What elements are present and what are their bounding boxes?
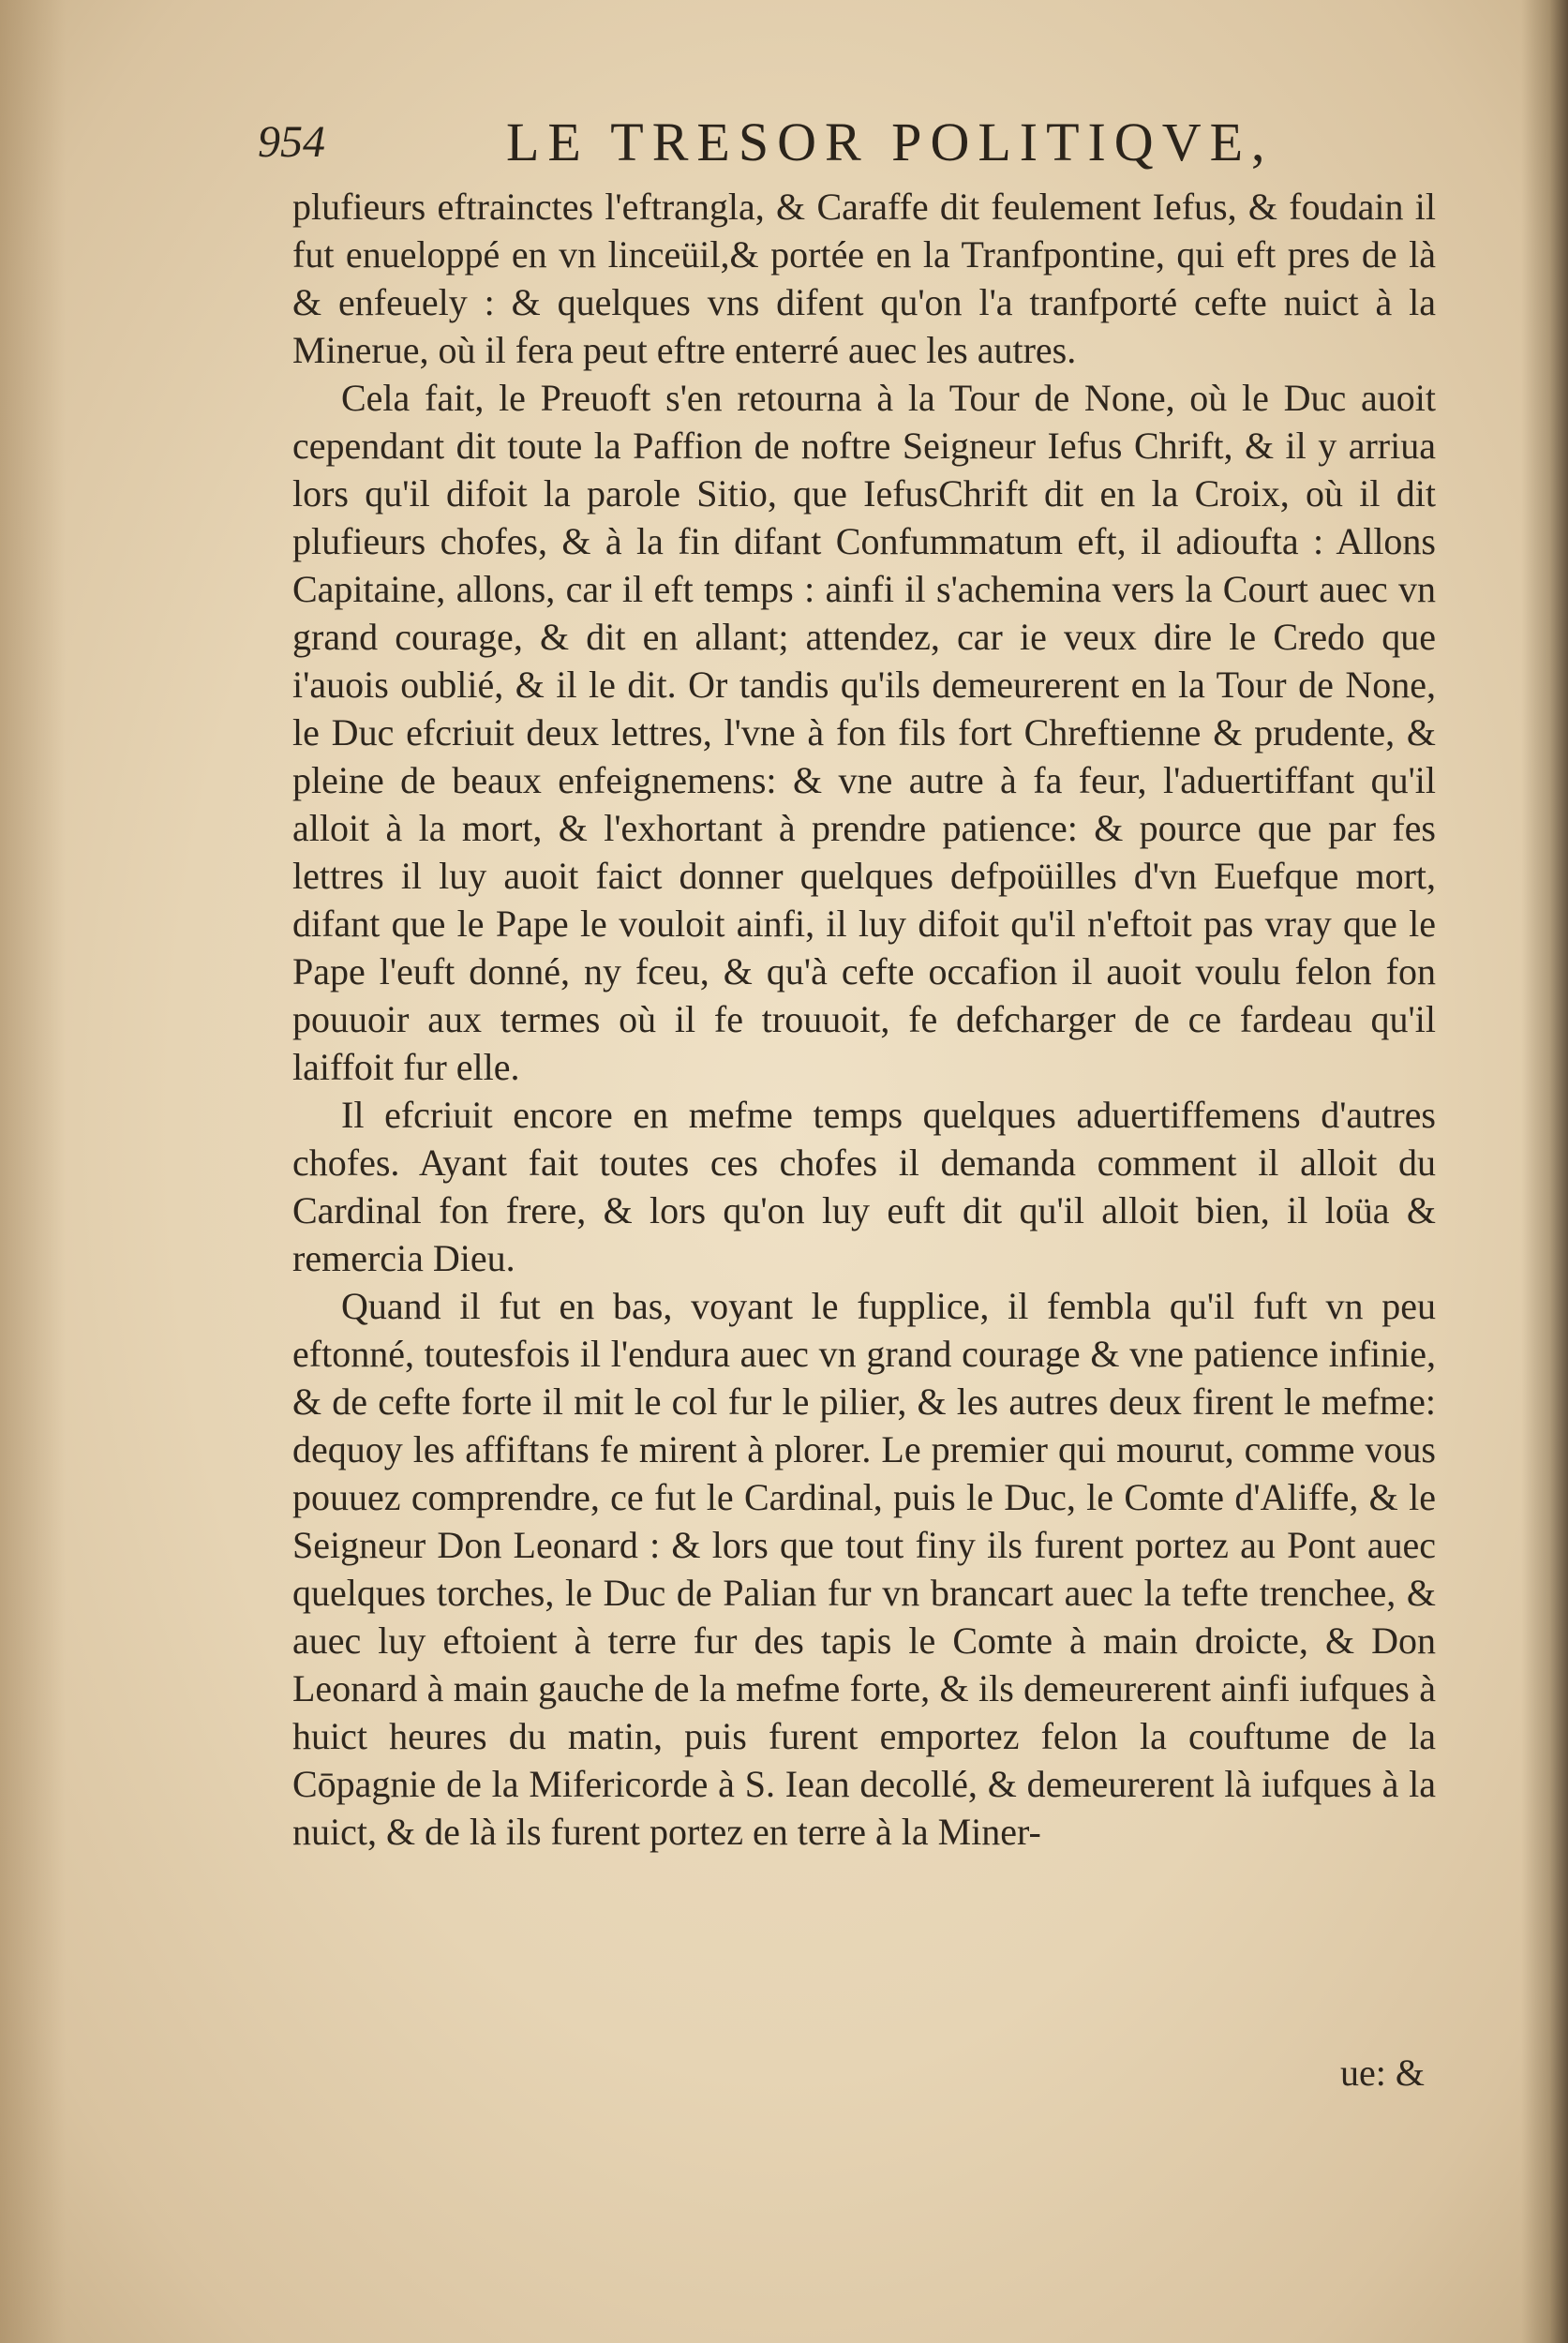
paragraph-3: Il efcriuit encore en mefme temps quelques aduertiffemens d'autres chofes. Ayant fait toutes ces chofes il demanda comment il alloit du Cardinal fon frere, & lors qu'on luy euft dit qu'il alloit bien, il loüa & remercia Dieu.	[292, 1094, 1436, 1279]
body-text	[292, 183, 1436, 1856]
page-left-edge-shadow	[0, 0, 66, 2343]
page-gutter-shadow	[1521, 0, 1568, 2343]
folio-number: 954	[258, 117, 325, 167]
paragraph-2: Cela fait, le Preuoft s'en retourna à la Tour de None, où le Duc auoit cependant dit toute la Paffion de noftre Seigneur Iefus Chrift, & il y arriua lors qu'il difoit la parole Sitio, que IefusChrift dit en la Croix, où il dit plufieurs chofes, & à la fin difant Confummatum eft, il adioufta : Allons Capitaine, allons, car il eft temps : ainfi il s'achemina vers la Court auec vn grand courage, & dit en allant; attendez, car ie veux dire le Credo que i'auois oublié, & il le dit. Or tandis qu'ils demeurerent en la Tour de None, le Duc efcriuit deux lettres, l'vne à fon fils fort Chreftienne & prudente, & pleine de beaux enfeignemens: & vne autre à fa feur, l'aduertiffant qu'il alloit à la mort, & l'exhortant à prendre patience: & pource que par fes lettres il luy auoit faict donner quelques defpoüilles d'vn Euefque mort, difant que le Pape le vouloit ainfi, il luy difoit qu'il n'eftoit pas vray que le Pape l'euft donné, ny fceu, & qu'à cefte occafion il auoit voulu felon fon pouuoir aux termes où il fe trouuoit, fe defcharger de ce fardeau qu'il laiffoit fur elle.	[292, 377, 1436, 1088]
running-head: LE TRESOR POLITIQVE,	[506, 112, 1274, 172]
paragraph-1: plufieurs eftrainctes l'eftrangla, & Caraffe dit feulement Iefus, & foudain il fut enueloppé en vn linceüil,& portée en la Tranfpontine, qui eft pres de là & enfeuely : & quelques vns difent qu'on l'a tranfporté cefte nuict à la Minerue, où il fera peut eftre enterré auec les autres.	[292, 186, 1436, 371]
page-header	[258, 111, 1476, 186]
catchword: ue: &	[1340, 2052, 1425, 2094]
paragraph-4: Quand il fut en bas, voyant le fupplice, il fembla qu'il fuft vn peu eftonné, toutesfois il l'endura auec vn grand courage & vne patience infinie, & de cefte forte il mit le col fur le pilier, & les autres deux firent le mefme: dequoy les affiftans fe mirent à plorer. Le premier qui mourut, comme vous pouuez comprendre, ce fut le Cardinal, puis le Duc, le Comte d'Aliffe, & le Seigneur Don Leonard : & lors que tout finy ils furent portez au Pont auec quelques torches, le Duc de Palian fur vn brancart auec la tefte trenchee, & auec luy eftoient à terre fur des tapis le Comte à main droicte, & Don Leonard à main gauche de la mefme forte, & ils demeurerent ainfi iufques à huict heures du matin, puis furent emportez felon la couftume de la Cōpagnie de la Mifericorde à S. Iean decollé, & demeurerent là iufques à la nuict, & de là ils furent portez en terre à la Miner-	[292, 1285, 1436, 1853]
